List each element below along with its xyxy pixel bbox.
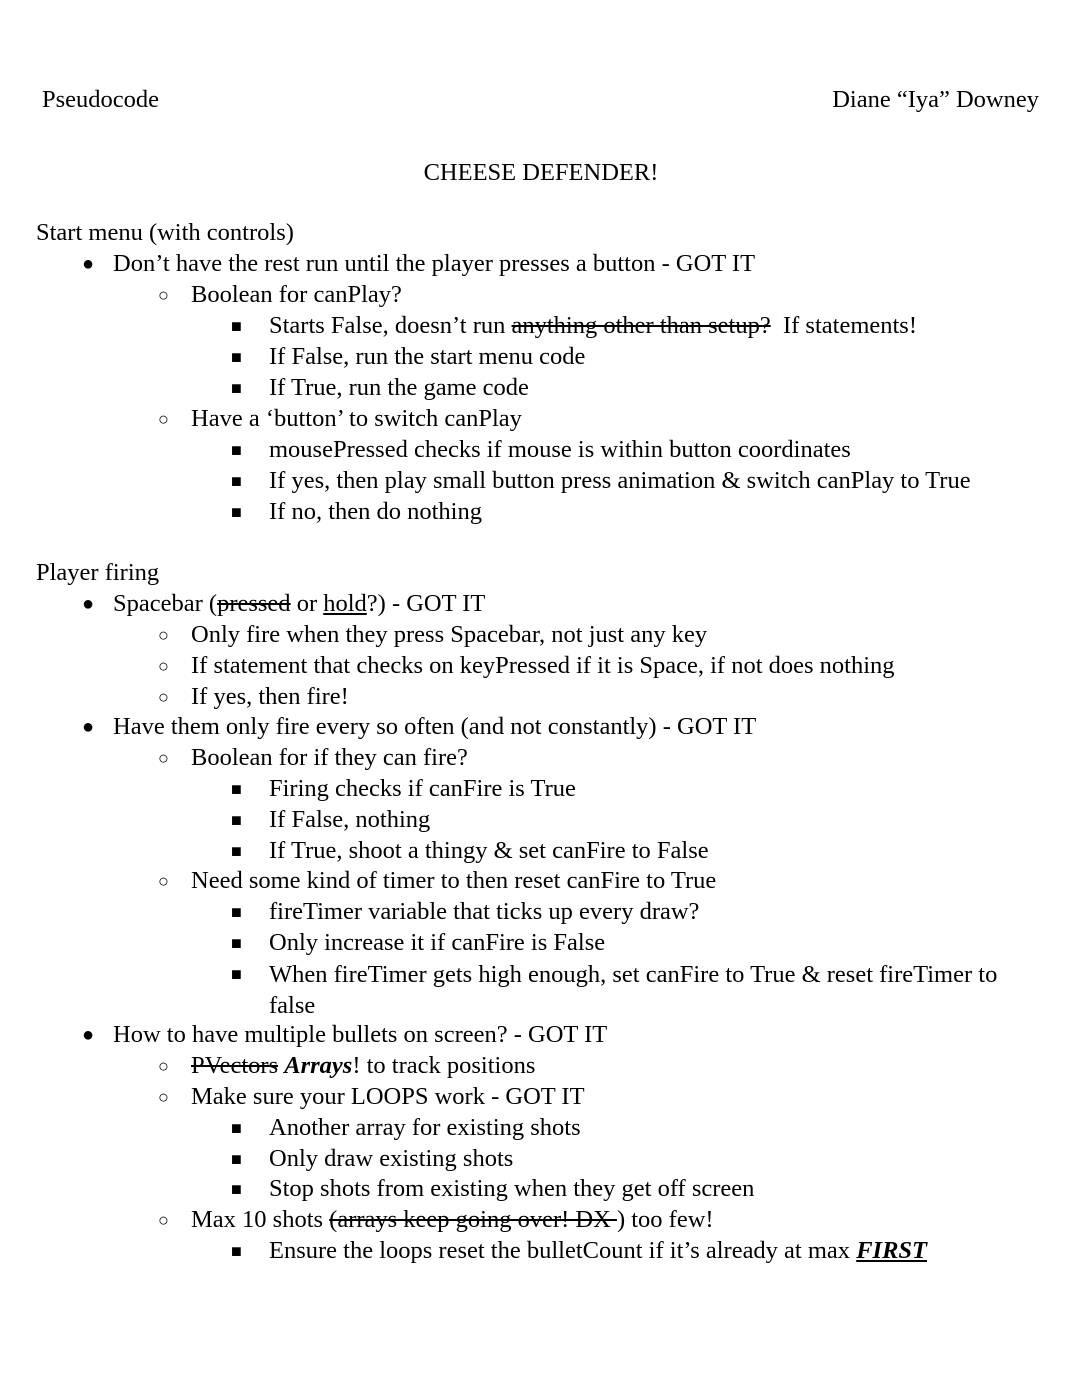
bullet-circle-icon: ○ [158,409,169,429]
bullet-square-icon: ■ [231,810,242,830]
item-text: ) too few! [616,1206,714,1233]
bullet-circle-icon: ○ [158,687,169,707]
list-item [231,373,529,403]
bullet-square-icon: ■ [231,471,242,491]
item-text: Firing checks if canFire is True [269,775,576,802]
list-item [231,497,482,527]
bullet-square-icon: ■ [231,1118,242,1138]
item-text: Boolean for if they can fire? [191,744,468,771]
bullet-square-icon: ■ [231,779,242,799]
bullet-circle-icon: ○ [158,1087,169,1107]
list-item [82,1020,608,1050]
bullet-disc-icon: ● [82,1024,95,1046]
section-heading-player-firing: Player firing [36,559,160,586]
struck-text: (arrays keep going over! DX [329,1206,617,1233]
list-item [231,774,576,804]
bullet-square-icon: ■ [231,933,242,953]
bullet-disc-icon: ● [82,593,95,615]
item-text: If yes, then play small button press animation & switch canPlay to True [269,467,971,494]
item-text: If True, shoot a thingy & set canFire to False [269,837,709,864]
bullet-disc-icon: ● [82,253,95,275]
list-item [158,1082,585,1112]
struck-text: anything other than setup? [511,312,771,339]
struck-text: pressed [217,590,291,617]
item-text: Don’t have the rest run until the player presses a button - GOT IT [113,250,756,277]
item-text: If False, nothing [269,806,431,833]
item-text: Only increase it if canFire is False [269,929,606,956]
list-item [158,620,708,650]
struck-text: PVectors [191,1052,279,1079]
list-item [158,1051,536,1081]
list-item [231,1174,755,1204]
list-item [231,466,971,496]
item-text: Have a ‘button’ to switch canPlay [191,405,522,432]
bullet-square-icon: ■ [231,1179,242,1199]
list-item [158,404,522,434]
list-item [231,959,1049,1021]
bullet-square-icon: ■ [231,841,242,861]
item-text: If statement that checks on keyPressed if it is Space, if not does nothing [191,652,895,679]
list-item [231,311,918,341]
bullet-disc-icon: ● [82,716,95,738]
bullet-circle-icon: ○ [158,1056,169,1076]
item-text: Stop shots from existing when they get off screen [269,1175,755,1202]
list-item [231,342,586,372]
emphasized-text: Arrays [284,1052,353,1079]
list-item [82,712,757,742]
underlined-text: hold [323,590,367,617]
item-text: mousePressed checks if mouse is within button coordinates [269,436,851,463]
bullet-square-icon: ■ [231,378,242,398]
bullet-circle-icon: ○ [158,285,169,305]
item-text: If no, then do nothing [269,498,482,525]
item-text: If False, run the start menu code [269,343,586,370]
bullet-square-icon: ■ [231,440,242,460]
item-text: fireTimer variable that ticks up every draw? [269,898,700,925]
bullet-square-icon: ■ [231,347,242,367]
item-text: Starts False, doesn’t run [269,312,512,339]
list-item [231,805,431,835]
bullet-circle-icon: ○ [158,656,169,676]
list-item [82,589,486,619]
section-heading-start-menu: Start menu (with controls) [36,219,294,246]
list-item [231,1113,581,1143]
item-text: ! to track positions [352,1052,536,1079]
item-text: ?) - GOT IT [366,590,486,617]
list-item [158,866,717,896]
item-text: If True, run the game code [269,374,529,401]
item-text: Make sure your LOOPS work - GOT IT [191,1083,585,1110]
bullet-square-icon: ■ [231,902,242,922]
emphasized-text: FIRST [856,1237,927,1264]
bullet-square-icon: ■ [231,502,242,522]
header-author: Diane “Iya” Downey [832,86,1039,113]
item-text: Another array for existing shots [269,1114,581,1141]
list-item [82,249,756,279]
item-text: If statements! [770,312,918,339]
list-item [158,682,349,712]
bullet-circle-icon: ○ [158,625,169,645]
item-text: Only fire when they press Spacebar, not just any key [191,621,708,648]
bullet-circle-icon: ○ [158,1210,169,1230]
document-title: CHEESE DEFENDER! [423,159,659,186]
item-text: Need some kind of timer to then reset canFire to True [191,867,717,894]
item-text: How to have multiple bullets on screen? - GOT IT [113,1021,608,1048]
list-item [231,897,700,927]
item-text: If yes, then fire! [191,683,349,710]
bullet-square-icon: ■ [231,964,242,984]
bullet-square-icon: ■ [231,316,242,336]
bullet-circle-icon: ○ [158,871,169,891]
list-item [158,743,468,773]
list-item [231,435,851,465]
list-item [231,836,709,866]
bullet-circle-icon: ○ [158,748,169,768]
item-text: Max 10 shots [191,1206,330,1233]
item-text: Only draw existing shots [269,1145,514,1172]
list-item [231,1236,927,1266]
list-item [158,280,402,310]
list-item [158,1205,714,1235]
header-left: Pseudocode [42,86,160,113]
item-text: Boolean for canPlay? [191,281,402,308]
bullet-square-icon: ■ [231,1149,242,1169]
item-text: Have them only fire every so often (and not constantly) - GOT IT [113,713,757,740]
item-text: When fireTimer gets high enough, set canFire to True & reset fireTimer to false [269,961,998,1019]
list-item [231,928,606,958]
list-item [231,1144,514,1174]
list-item [158,651,895,681]
bullet-square-icon: ■ [231,1241,242,1261]
item-text: Spacebar ( [113,590,218,617]
item-text: Ensure the loops reset the bulletCount if it’s already at max [269,1237,857,1264]
item-text: or [290,590,324,617]
